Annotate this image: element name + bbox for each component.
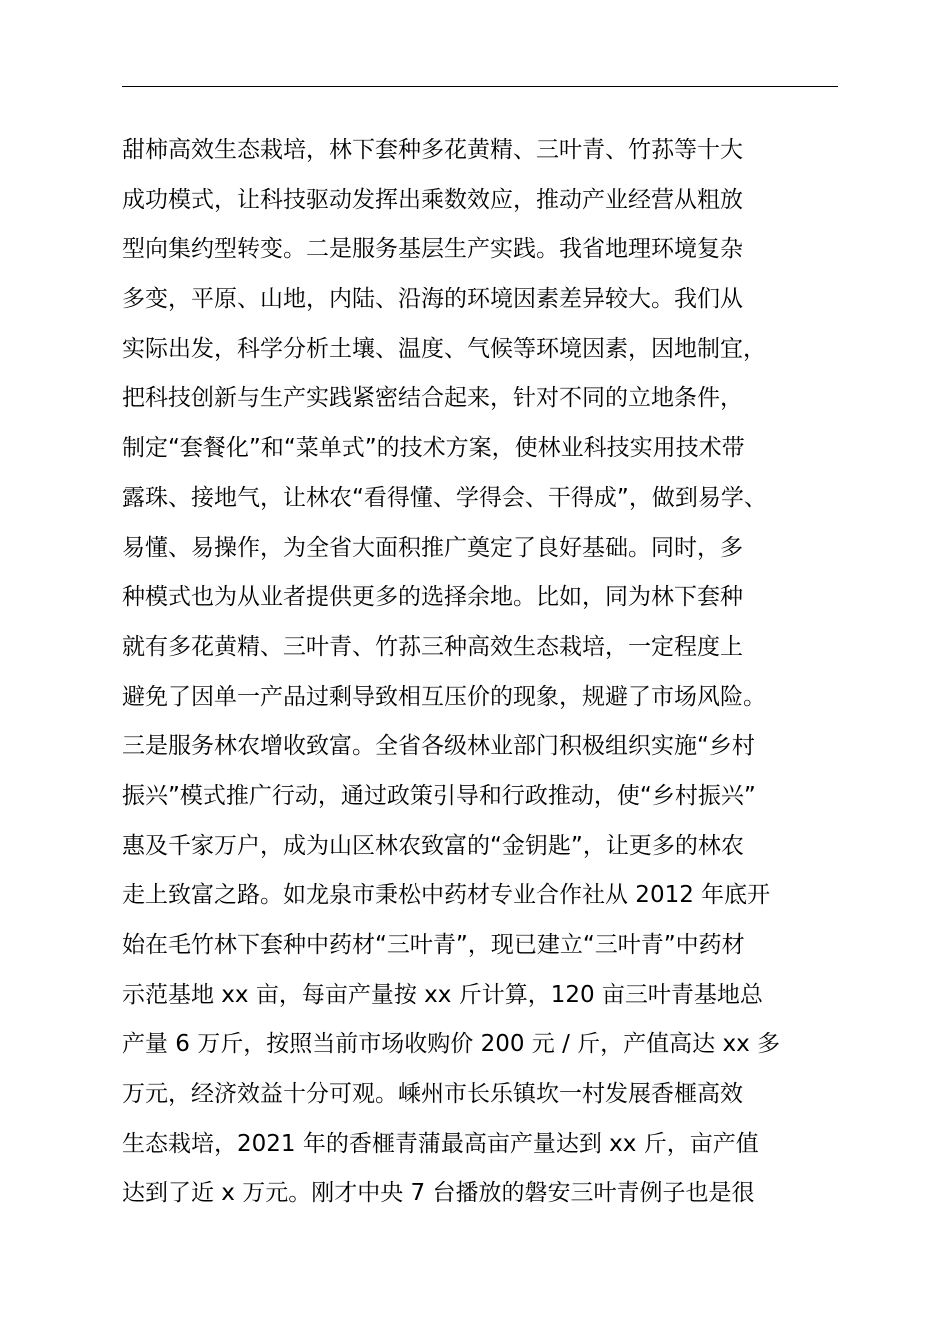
text-line: 多变，平原、山地，内陆、沿海的环境因素差异较大。我们从 (122, 286, 743, 313)
text-line: 生态栽培，2021 年的香榧青蒲最高亩产量达到 xx 斤，亩产值 (122, 1130, 759, 1157)
text-line: 走上致富之路。如龙泉市秉松中药材专业合作社从 2012 年底开 (122, 882, 771, 909)
text-line: 露珠、接地气，让林农“看得懂、学得会、干得成”，做到易学、 (122, 484, 767, 511)
text-line: 实际出发，科学分析土壤、温度、气候等环境因素，因地制宜， (122, 335, 766, 362)
text-line: 三是服务林农增收致富。全省各级林业部门积极组织实施“乡村 (122, 733, 755, 760)
text-line: 甜柿高效生态栽培，林下套种多花黄精、三叶青、竹荪等十大 (122, 137, 743, 163)
text-line: 振兴”模式推广行动，通过政策引导和行政推动，使“乡村振兴” (122, 782, 756, 809)
text-line: 万元，经济效益十分可观。嵊州市长乐镇坎一村发展香榧高效 (122, 1081, 743, 1108)
text-line: 达到了近 x 万元。刚才中央 7 台播放的磐安三叶青例子也是很 (122, 1180, 755, 1207)
text-line: 种模式也为从业者提供更多的选择余地。比如，同为林下套种 (122, 584, 743, 611)
header-rule (122, 86, 838, 87)
text-line: 产量 6 万斤，按照当前市场收购价 200 元 / 斤，产值高达 xx 多 (122, 1031, 780, 1058)
text-line: 惠及千家万户，成为山区林农致富的“金钥匙”，让更多的林农 (122, 832, 744, 859)
text-line: 就有多花黄精、三叶青、竹荪三种高效生态栽培，一定程度上 (122, 633, 743, 660)
text-line: 易懂、易操作，为全省大面积推广奠定了良好基础。同时，多 (122, 534, 743, 561)
text-line: 避免了因单一产品过剩导致相互压价的现象，规避了市场风险。 (122, 683, 766, 710)
text-line: 成功模式，让科技驱动发挥出乘数效应，推动产业经营从粗放 (122, 186, 743, 213)
text-line: 把科技创新与生产实践紧密结合起来，针对不同的立地条件， (122, 385, 743, 412)
text-line: 制定“套餐化”和“菜单式”的技术方案，使林业科技实用技术带 (122, 435, 745, 462)
text-line: 始在毛竹林下套种中药材“三叶青”，现已建立“三叶青”中药材 (122, 932, 745, 958)
body-text (122, 126, 852, 1219)
text-line: 示范基地 xx 亩，每亩产量按 xx 斤计算，120 亩三叶青基地总 (122, 981, 763, 1008)
text-line: 型向集约型转变。二是服务基层生产实践。我省地理环境复杂 (122, 236, 743, 263)
